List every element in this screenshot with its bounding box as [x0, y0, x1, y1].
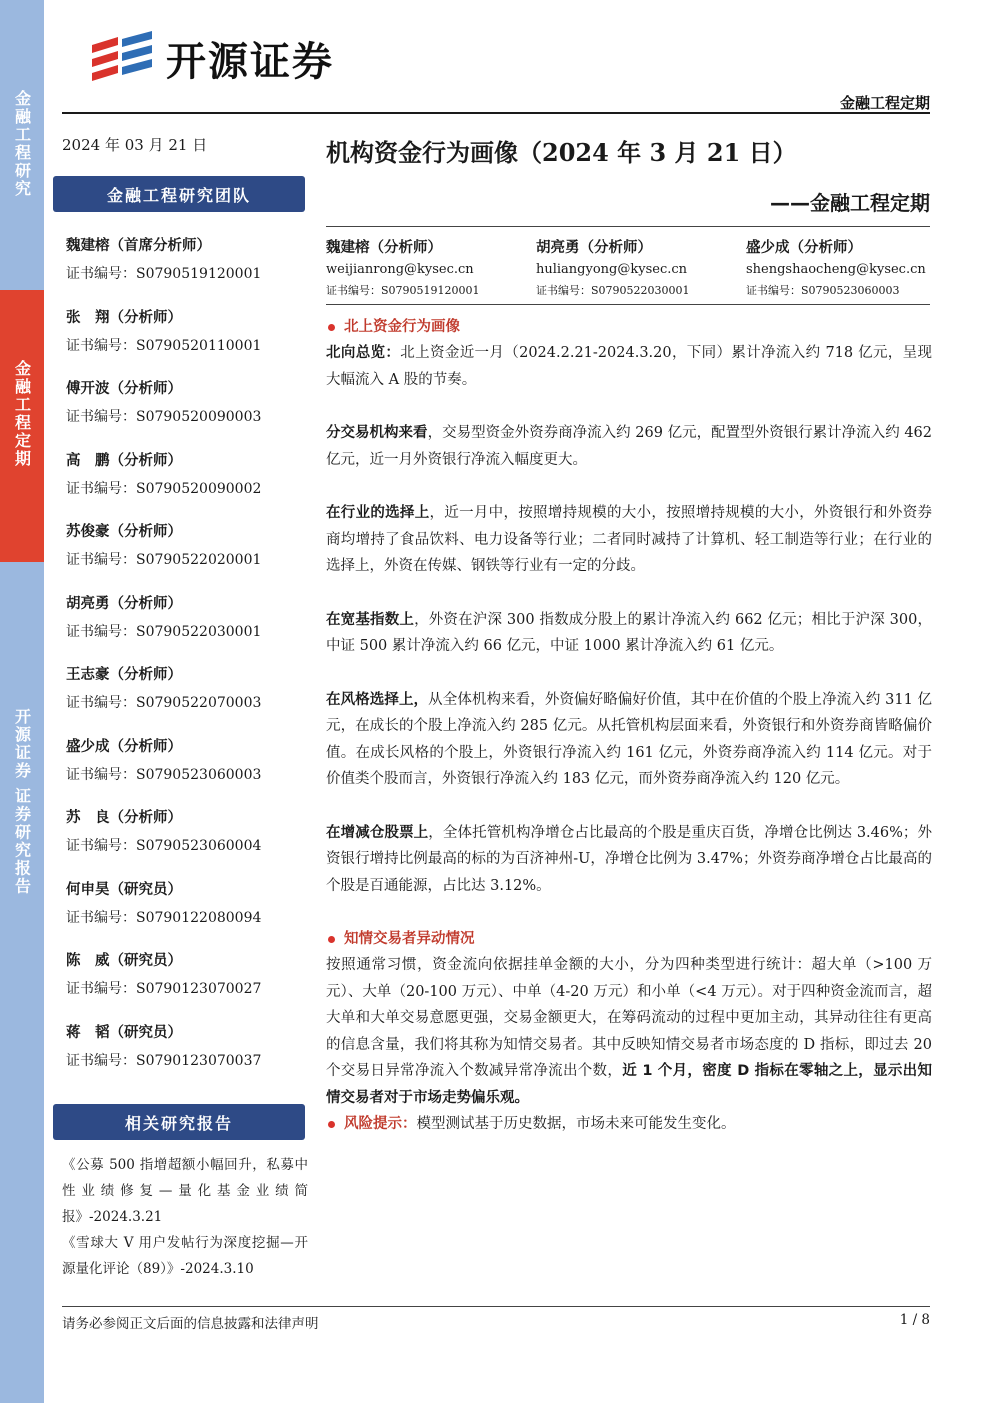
author-email[interactable]: huliangyong@kysec.cn	[536, 262, 688, 277]
author-item: 胡亮勇（分析师） huliangyong@kysec.cn 证书编号：S0790522030001	[536, 236, 746, 298]
side-label-bottom: 开源证券 证券研究报告	[12, 708, 32, 896]
header-divider	[62, 112, 930, 114]
report-subtitle: ——金融工程定期	[770, 191, 930, 215]
analyst-item: 苏俊豪（分析师） 证书编号：S0790522020001	[66, 524, 262, 568]
analyst-item: 何申昊（研究员） 证书编号：S0790122080094	[66, 881, 262, 926]
related-reports-title: 相关研究报告	[53, 1104, 305, 1140]
analyst-item: 魏建榕（首席分析师） 证书编号：S0790519120001	[66, 238, 262, 282]
side-strip	[0, 0, 44, 1403]
related-report-link[interactable]: 《雪球大 V 用户发帖行为深度挖掘—开源量化评论（89）》-2024.3.10	[62, 1235, 308, 1277]
report-date: 2024 年 03 月 21 日	[62, 136, 208, 154]
author-list	[326, 236, 930, 298]
brand-name: 开源证券	[166, 39, 334, 85]
bullet-icon	[328, 324, 335, 331]
analyst-item: 蒋 韬（研究员） 证书编号：S0790123070037	[66, 1024, 262, 1069]
side-label-top: 金融工程研究	[12, 90, 32, 198]
author-email[interactable]: shengshaocheng@kysec.cn	[746, 262, 926, 277]
paragraph: 在增减仓股票上，全体托管机构净增仓占比最高的个股是重庆百货，净增仓比例达 3.46%；外资银行增持比例最高的标的为百济神州-U，净增仓比例为 3.47%；外资券商净增仓占比最高的个股是百通能源，占比达 3.12%。	[326, 824, 932, 894]
paragraph: 北向总览：北上资金近一月（2024.2.21-2024.3.20，下同）累计净流入约 718 亿元，呈现大幅流入 A 股的节奏。	[326, 345, 933, 388]
related-reports-list	[62, 1152, 308, 1282]
brand-logo	[88, 30, 334, 87]
title-divider	[326, 226, 930, 227]
paragraph: 按照通常习惯，资金流向依据挂单金额的大小，分为四种类型进行统计：超大单（>100 万元）、大单（20-100 万元）、中单（4-20 万元）和小单（<4 万元）。对于四种资金流而言，超大单和大单交易意愿更强，交易金额更大，在筹码流动的过程中更加主动，其异动往往有更高的信息含量，我们将其称为知情交易者。其中反映知情交易者市场态度的 D 指标，即过去 20 个交易日异常净流入个数减异常净流出个数，近 1 个月，密度 D 指标在零轴之上，显示出知情交易者对于市场走势偏乐观。	[326, 957, 932, 1106]
page-number: 1 / 8	[899, 1312, 930, 1328]
analyst-item: 王志豪（分析师） 证书编号：S0790522070003	[66, 667, 262, 711]
paragraph: 在宽基指数上，外资在沪深 300 指数成分股上的累计净流入约 662 亿元；相比于沪深 300，中证 500 累计净流入约 66 亿元，中证 1000 累计净流入约 61 亿元。	[326, 611, 933, 654]
paragraph: 分交易机构来看，交易型资金外资券商净流入约 269 亿元，配置型外资银行累计净流入约 462 亿元，近一月外资银行净流入幅度更大。	[326, 425, 932, 468]
section-heading: 北上资金行为画像	[326, 314, 932, 340]
analyst-list	[66, 232, 306, 1090]
analyst-item: 苏 良（分析师） 证书编号：S0790523060004	[66, 810, 262, 854]
report-body	[326, 314, 932, 1138]
analyst-item: 高 鹏（分析师） 证书编号：S0790520090002	[66, 452, 262, 497]
footer-disclaimer: 请务必参阅正文后面的信息披露和法律声明	[62, 1316, 319, 1332]
analyst-item: 傅开波（分析师） 证书编号：S0790520090003	[66, 381, 262, 425]
brand-logo-icon	[88, 31, 156, 87]
related-report-link[interactable]: 《公募 500 指增超额小幅回升，私募中性业绩修复—量化基金业绩简报》-2024.3.21	[62, 1157, 308, 1225]
authors-divider	[326, 304, 930, 305]
analyst-item: 陈 威（研究员） 证书编号：S0790123070027	[66, 953, 262, 997]
footer-divider	[62, 1306, 930, 1307]
header-tag: 金融工程定期	[839, 94, 930, 112]
author-item: 盛少成（分析师） shengshaocheng@kysec.cn 证书编号：S0790523060003	[746, 236, 930, 298]
report-title: 机构资金行为画像（2024 年 3 月 21 日）	[326, 138, 797, 167]
bullet-icon	[328, 1121, 335, 1128]
risk-note: 风险提示： 模型测试基于历史数据，市场未来可能发生变化。	[326, 1111, 932, 1138]
paragraph: 在行业的选择上，近一月中，按照增持规模的大小，按照增持规模的大小，外资银行和外资券商均增持了食品饮料、电力设备等行业；二者同时减持了计算机、轻工制造等行业；在行业的选择上，外资在传媒、钢铁等行业有一定的分歧。	[326, 505, 933, 574]
author-email[interactable]: weijianrong@kysec.cn	[326, 262, 474, 277]
section-heading: 知情交易者异动情况	[326, 926, 932, 952]
paragraph: 在风格选择上，从全体机构来看，外资偏好略偏好价值，其中在价值的个股上净流入约 311 亿元，在成长的个股上净流入约 285 亿元。从托管机构层面来看，外资银行和外资券商皆略偏价值。在成长风格的个股上，外资银行净流入约 161 亿元，外资券商净流入约 114 亿元。对于价值类个股而言，外资银行净流入约 183 亿元，而外资券商净流入约 120 亿元。	[326, 691, 932, 787]
team-title: 金融工程研究团队	[53, 176, 305, 212]
analyst-item: 盛少成（分析师） 证书编号：S0790523060003	[66, 738, 262, 783]
analyst-item: 张 翔（分析师） 证书编号：S0790520110001	[66, 309, 262, 354]
side-label-mid: 金融工程定期	[0, 290, 44, 562]
bullet-icon	[328, 936, 335, 943]
author-item: 魏建榕（分析师） weijianrong@kysec.cn 证书编号：S0790519120001	[326, 236, 536, 298]
analyst-item: 胡亮勇（分析师） 证书编号：S0790522030001	[66, 595, 262, 640]
